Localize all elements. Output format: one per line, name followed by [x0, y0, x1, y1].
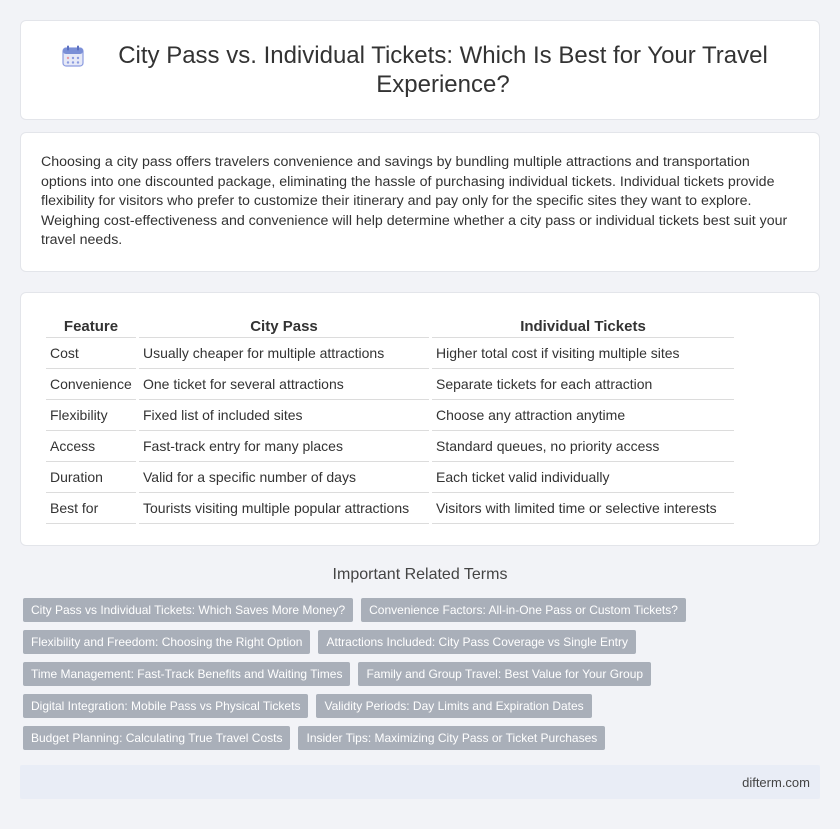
header-city-pass: City Pass	[139, 315, 429, 338]
related-term-tag[interactable]: Validity Periods: Day Limits and Expiration Dates	[316, 694, 591, 718]
header-feature: Feature	[46, 315, 136, 338]
related-term-tag[interactable]: Digital Integration: Mobile Pass vs Physical Tickets	[23, 694, 308, 718]
header-individual-tickets: Individual Tickets	[432, 315, 734, 338]
comparison-card	[20, 292, 820, 546]
cell-city-pass: Fixed list of included sites	[139, 400, 429, 431]
cell-feature: Convenience	[46, 369, 136, 400]
cell-feature: Best for	[46, 493, 136, 524]
table-row	[46, 493, 734, 524]
related-term-tag[interactable]: Time Management: Fast-Track Benefits and Waiting Times	[23, 662, 350, 686]
cell-individual: Separate tickets for each attraction	[432, 369, 734, 400]
cell-city-pass: Tourists visiting multiple popular attractions	[139, 493, 429, 524]
table-row	[46, 431, 734, 462]
cell-city-pass: Fast-track entry for many places	[139, 431, 429, 462]
cell-city-pass: One ticket for several attractions	[139, 369, 429, 400]
related-term-tag[interactable]: City Pass vs Individual Tickets: Which Saves More Money?	[23, 598, 353, 622]
cell-individual: Higher total cost if visiting multiple sites	[432, 338, 734, 369]
related-terms-title: Important Related Terms	[332, 566, 508, 583]
header-card	[20, 20, 820, 120]
cell-feature: Cost	[46, 338, 136, 369]
table-row	[46, 338, 734, 369]
intro-text: Choosing a city pass offers travelers convenience and savings by bundling multiple attractions and transportation options into one discounted package, eliminating the hassle of purchasing individual tickets. Individual tickets provide flexibility for visitors who prefer to customize their itinerary and pay only for the specific sites they want to explore. Weighing cost-effectiveness and convenience will help determine whether a city pass or individual tickets best suit your travel needs.	[41, 154, 788, 248]
related-term-tag[interactable]: Family and Group Travel: Best Value for Your Group	[358, 662, 651, 686]
footer	[20, 765, 820, 799]
cell-feature: Flexibility	[46, 400, 136, 431]
cell-city-pass: Usually cheaper for multiple attractions	[139, 338, 429, 369]
cell-individual: Standard queues, no priority access	[432, 431, 734, 462]
related-term-tag[interactable]: Budget Planning: Calculating True Travel Costs	[23, 726, 290, 750]
footer-site-name[interactable]: difterm.com	[742, 774, 810, 790]
cell-city-pass: Valid for a specific number of days	[139, 462, 429, 493]
cell-individual: Each ticket valid individually	[432, 462, 734, 493]
cell-individual: Visitors with limited time or selective interests	[432, 493, 734, 524]
related-term-tag[interactable]: Flexibility and Freedom: Choosing the Right Option	[23, 630, 310, 654]
comparison-table	[43, 315, 737, 524]
related-term-tag[interactable]: Attractions Included: City Pass Coverage vs Single Entry	[318, 630, 635, 654]
page-title: City Pass vs. Individual Tickets: Which Is Best for Your Travel Experience?	[118, 42, 768, 98]
table-header-row	[46, 315, 734, 338]
cell-feature: Duration	[46, 462, 136, 493]
cell-individual: Choose any attraction anytime	[432, 400, 734, 431]
table-row	[46, 462, 734, 493]
intro-card	[20, 132, 820, 272]
related-term-tag[interactable]: Insider Tips: Maximizing City Pass or Ticket Purchases	[298, 726, 605, 750]
related-term-tag[interactable]: Convenience Factors: All-in-One Pass or Custom Tickets?	[361, 598, 686, 622]
calendar-icon	[61, 44, 85, 68]
cell-feature: Access	[46, 431, 136, 462]
related-terms-list	[23, 598, 823, 750]
table-row	[46, 369, 734, 400]
table-row	[46, 400, 734, 431]
